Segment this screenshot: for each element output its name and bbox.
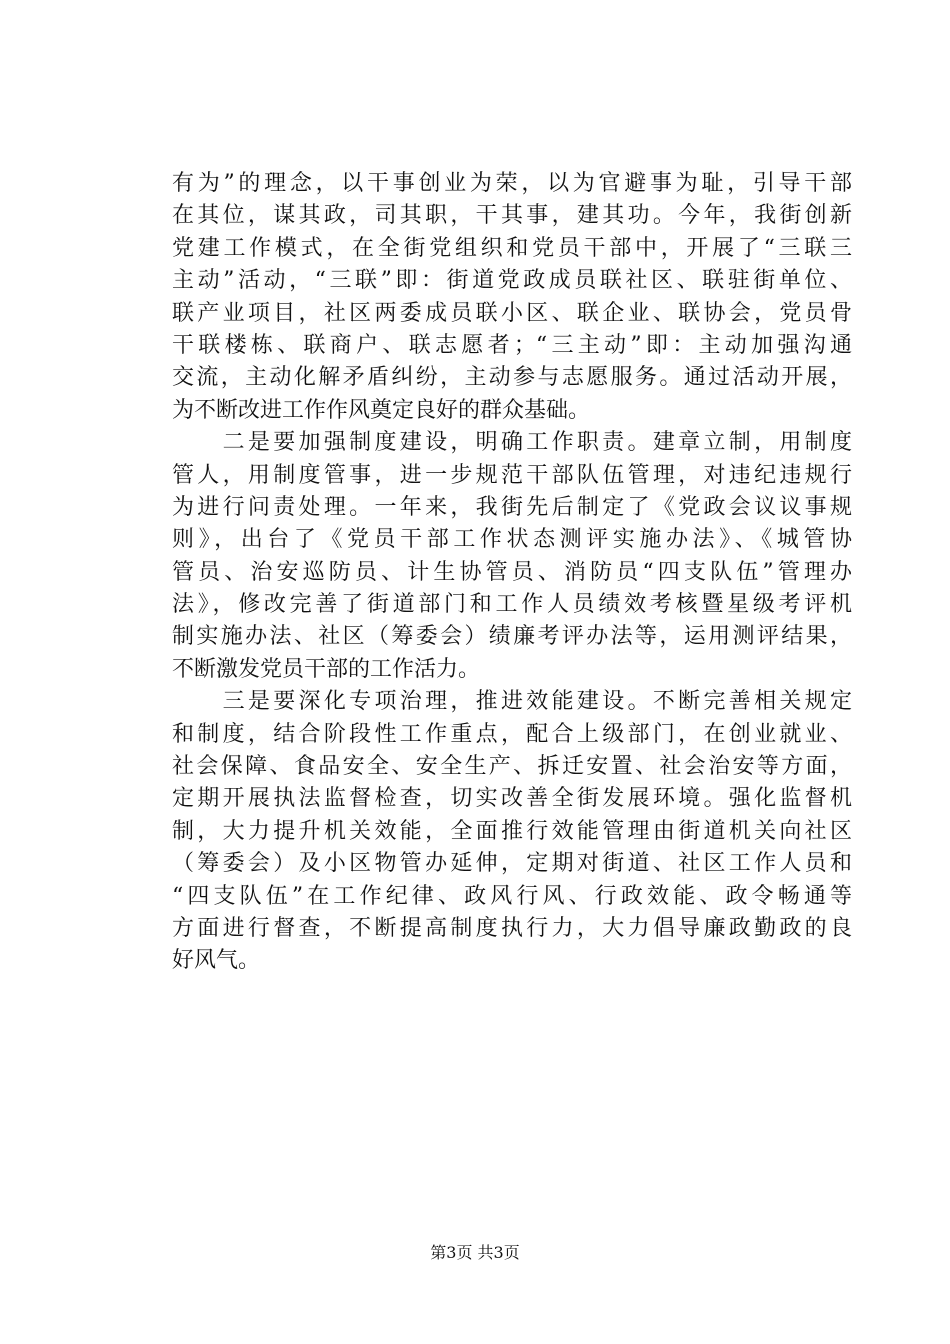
body-text xyxy=(172,168,852,978)
text-line: 社会保障、食品安全、安全生产、拆迁安置、社会治安等方面， xyxy=(172,754,852,780)
text-line: 联产业项目，社区两委成员联小区、联企业、联协会，党员骨 xyxy=(172,300,852,326)
text-line: （筹委会）及小区物管办延伸，定期对街道、社区工作人员和 xyxy=(172,851,852,877)
text-line: “四支队伍”在工作纪律、政风行风、行政效能、政令畅通等 xyxy=(172,883,852,909)
paragraph-last-line: 为不断改进工作作风奠定良好的群众基础。 xyxy=(172,397,591,423)
paragraph-first-line: 三是要深化专项治理，推进效能建设。不断完善相关规定 xyxy=(172,689,852,715)
text-line: 法》，修改完善了街道部门和工作人员绩效考核暨星级考评机 xyxy=(172,592,852,618)
text-line: 定期开展执法监督检查，切实改善全街发展环境。强化监督机 xyxy=(172,786,852,812)
text-line: 制实施办法、社区（筹委会）绩廉考评办法等，运用测评结果， xyxy=(172,624,852,650)
text-line: 和制度，结合阶段性工作重点，配合上级部门，在创业就业、 xyxy=(172,721,852,747)
text-line: 有为”的理念，以干事创业为荣，以为官避事为耻，引导干部 xyxy=(172,171,852,196)
text-line: 在其位，谋其政，司其职，干其事，建其功。今年，我街创新 xyxy=(172,203,852,229)
text-line: 主动”活动，“三联”即：街道党政成员联社区、联驻街单位、 xyxy=(172,268,852,294)
paragraph-last-line: 不断激发党员干部的工作活力。 xyxy=(172,656,481,682)
text-line: 方面进行督查，不断提高制度执行力，大力倡导廉政勤政的良 xyxy=(172,915,852,941)
text-line: 党建工作模式，在全街党组织和党员干部中，开展了“三联三 xyxy=(172,235,852,261)
paragraph-last-line: 好风气。 xyxy=(172,948,261,974)
text-line: 干联楼栋、联商户、联志愿者；“三主动”即：主动加强沟通 xyxy=(172,332,852,358)
text-line: 制，大力提升机关效能，全面推行效能管理由街道机关向社区 xyxy=(172,818,852,844)
text-line: 为进行问责处理。一年来，我街先后制定了《党政会议议事规 xyxy=(172,494,852,520)
text-line: 管员、治安巡防员、计生协管员、消防员“四支队伍”管理办 xyxy=(172,559,852,585)
paragraph-first-line: 二是要加强制度建设，明确工作职责。建章立制，用制度 xyxy=(172,430,852,456)
text-line: 管人，用制度管事，进一步规范干部队伍管理，对违纪违规行 xyxy=(172,462,852,488)
page-number-footer: 第3页 共3页 xyxy=(430,1243,520,1262)
text-line: 则》，出台了《党员干部工作状态测评实施办法》、《城管协 xyxy=(172,527,852,553)
text-line: 交流，主动化解矛盾纠纷，主动参与志愿服务。通过活动开展， xyxy=(172,365,852,391)
